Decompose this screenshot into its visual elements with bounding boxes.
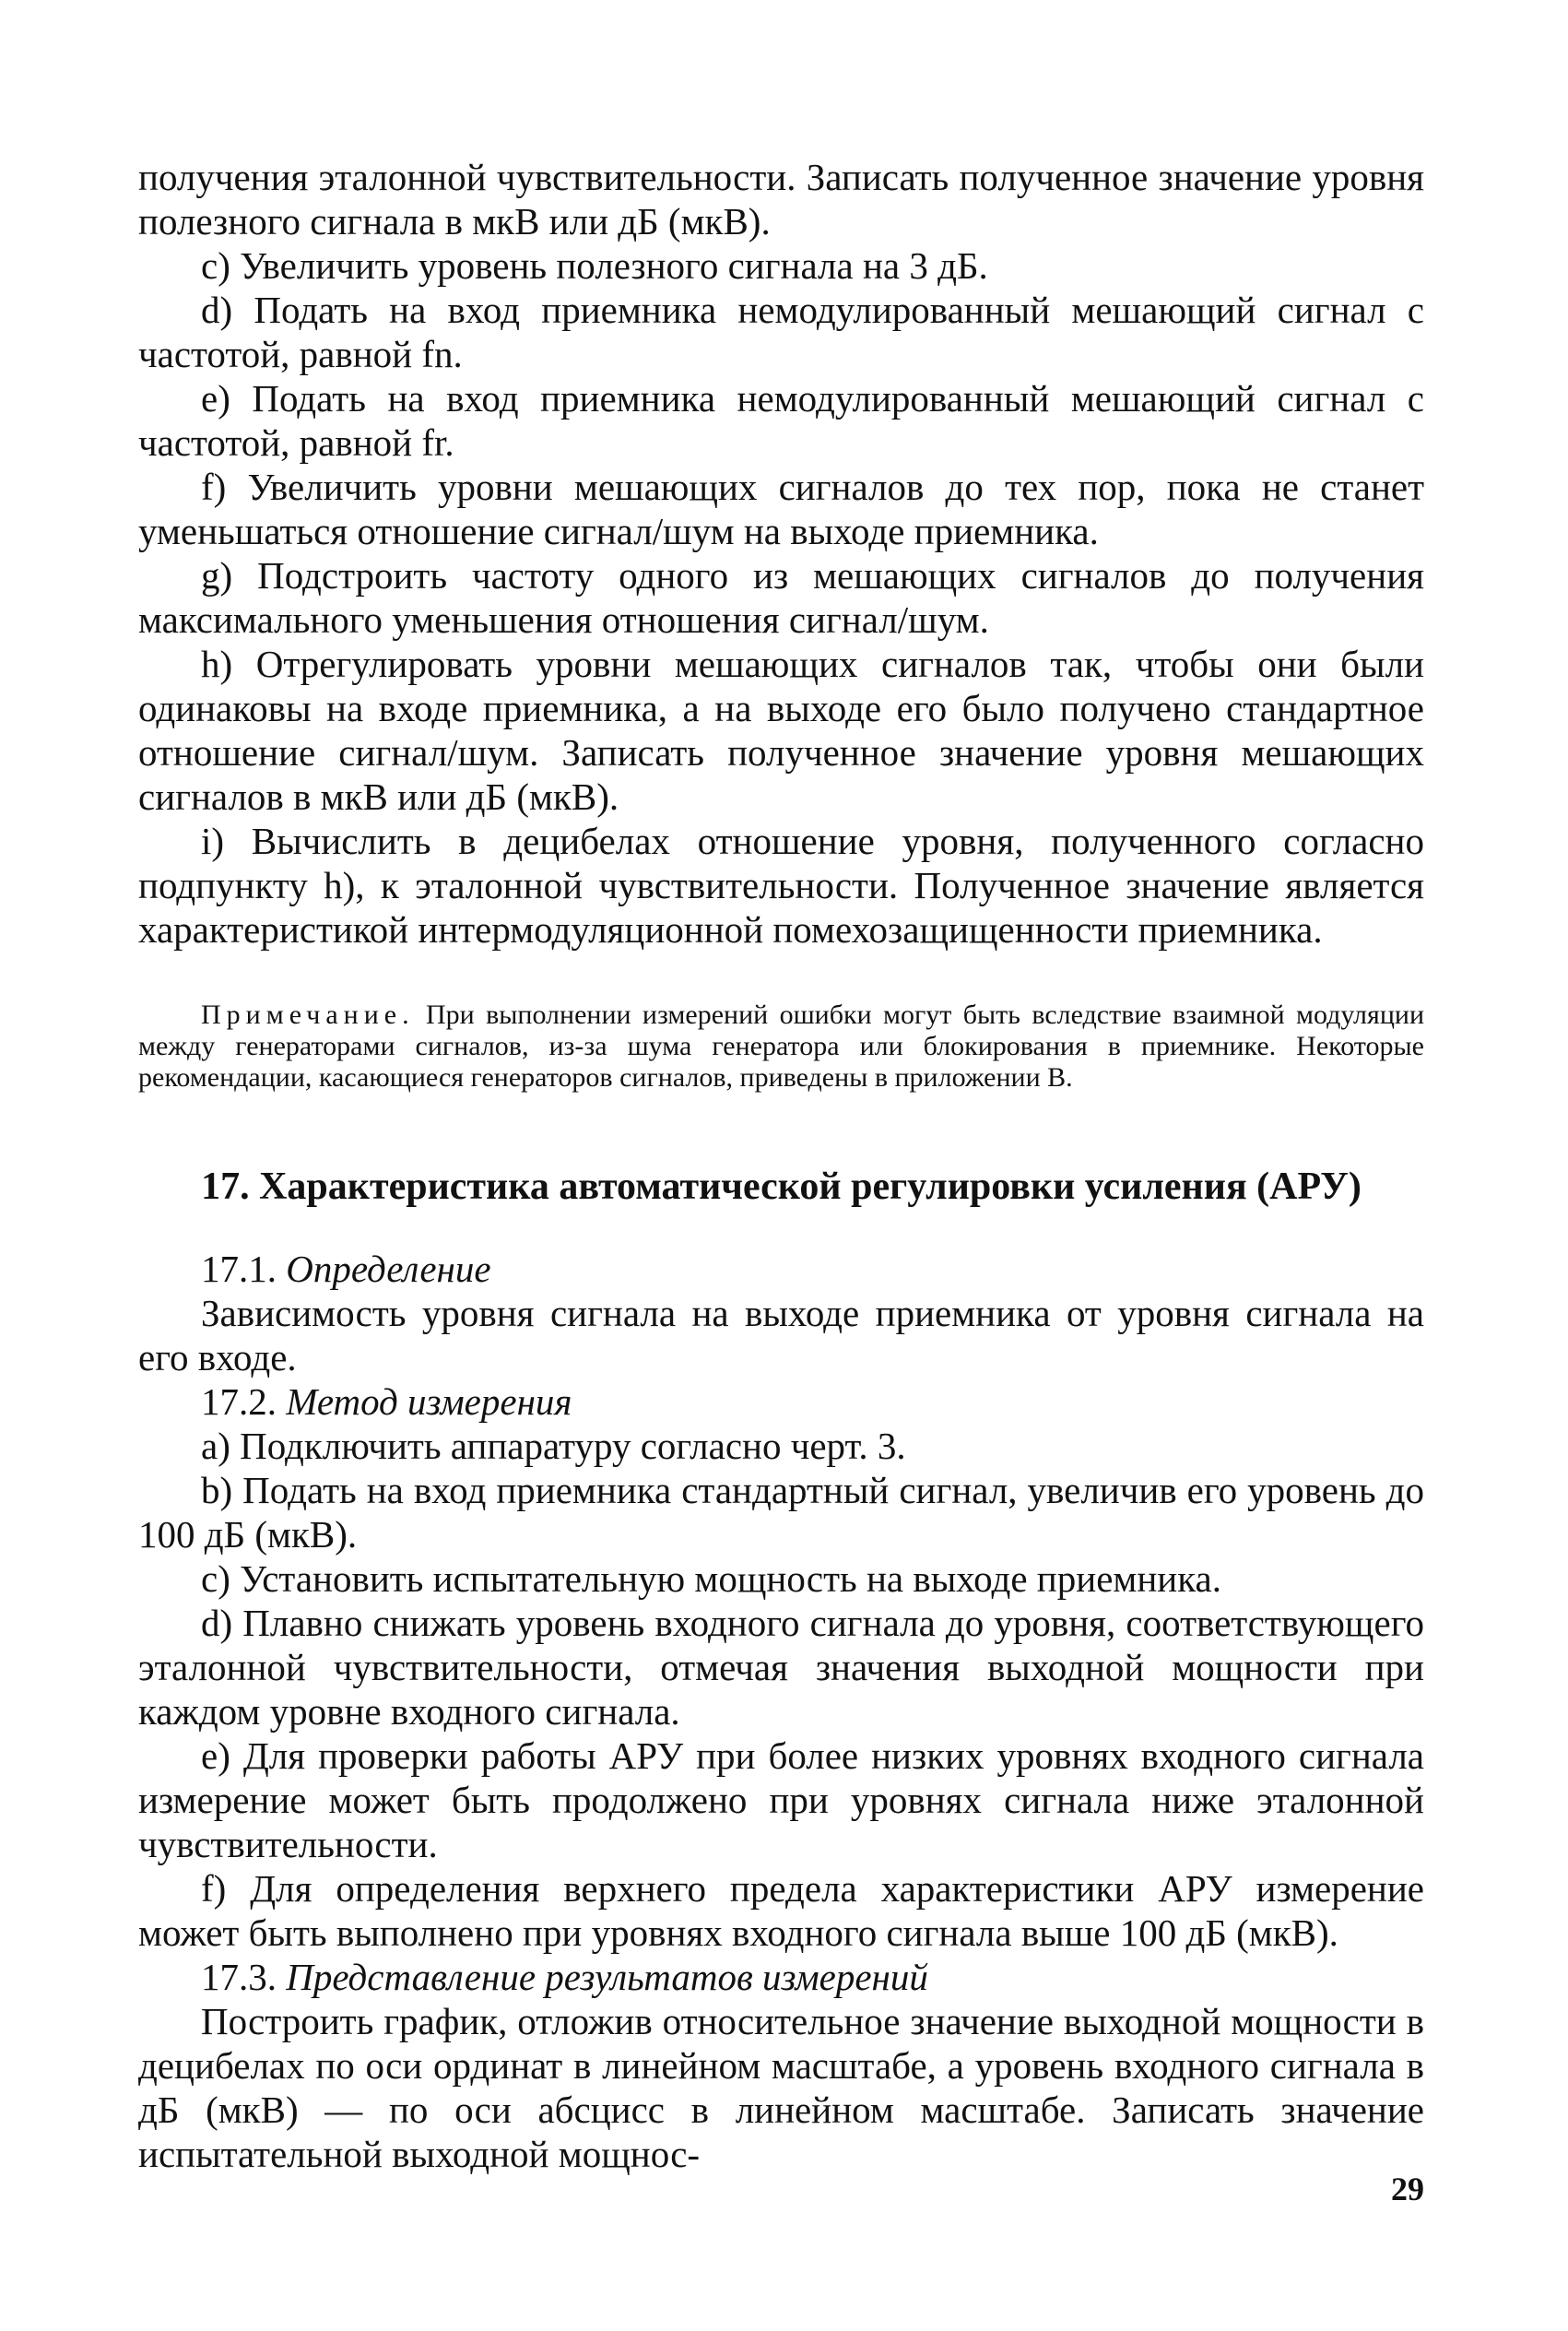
step-d: d) Подать на вход приемника немодулированный мешающий сигнал с частотой, равной fn.	[138, 289, 1424, 375]
agc-step-b: b) Подать на вход приемника стандартный сигнал, увеличив его уровень до 100 дБ (мкВ).	[138, 1469, 1424, 1556]
agc-step-d: d) Плавно снижать уровень входного сигнала до уровня, соответствующего эталонной чувствительности, отмечая значения выходной мощности при каждом уровне входного сигнала.	[138, 1602, 1424, 1733]
agc-step-c: c) Установить испытательную мощность на выходе приемника.	[201, 1557, 1221, 1600]
subsection-number: 17.3.	[201, 1956, 277, 1998]
agc-step-a: a) Подключить аппаратуру согласно черт. 3.	[201, 1425, 906, 1467]
agc-steps	[138, 1424, 1424, 1955]
step-e: e) Подать на вход приемника немодулированный мешающий сигнал с частотой, равной fr.	[138, 377, 1424, 464]
agc-step-e: e) Для проверки работы АРУ при более низких уровнях входного сигнала измерение может быть продолжено при уровнях сигнала ниже эталонной чувствительности.	[138, 1734, 1424, 1865]
subsection-17-3	[138, 1955, 1424, 1999]
subsection-number: 17.2.	[201, 1380, 277, 1423]
note-paragraph	[138, 1000, 1424, 1094]
step-i: i) Вычислить в децибелах отношение уровня, полученного согласно подпункту h), к эталонной чувствительности. Полученное значение является характеристикой интермодуляционной помехозащищенности приемника.	[138, 820, 1424, 951]
definition-paragraph: Зависимость уровня сигнала на выходе приемника от уровня сигнала на его входе.	[138, 1292, 1424, 1378]
subsection-number: 17.1.	[201, 1248, 277, 1290]
continuation-paragraph: получения эталонной чувствительности. Записать полученное значение уровня полезного сигнала в мкВ или дБ (мкВ).	[138, 156, 1424, 243]
step-g: g) Подстроить частоту одного из мешающих сигналов до получения максимального уменьшения отношения сигнал/шум.	[138, 554, 1424, 641]
agc-step-f: f) Для определения верхнего предела характеристики АРУ измерение может быть выполнено при уровнях входного сигнала выше 100 дБ (мкВ).	[138, 1867, 1424, 1954]
subsection-17-1	[138, 1247, 1424, 1291]
step-f: f) Увеличить уровни мешающих сигналов до тех пор, пока не станет уменьшаться отношение сигнал/шум на выходе приемника.	[138, 466, 1424, 552]
note-lead: Примечание.	[201, 1000, 415, 1030]
page-number: 29	[1391, 2171, 1424, 2207]
subsection-title: Представление результатов измерений	[286, 1956, 928, 1998]
step-c: c) Увеличить уровень полезного сигнала на 3 дБ.	[201, 244, 988, 287]
section-heading: 17. Характеристика автоматической регулировки усиления (АРУ)	[201, 1166, 1362, 1208]
subsection-title: Определение	[286, 1248, 491, 1290]
results-paragraph: Построить график, отложив относительное значение выходной мощности в децибелах по оси ординат в линейном масштабе, а уровень входного сигнала в дБ (мкВ) — по оси абсцисс в линейном масштабе. Записать значение испытательной выходной мощнос-	[138, 2000, 1424, 2175]
document-page	[138, 155, 1424, 2176]
subsection-title: Метод измерения	[286, 1380, 572, 1423]
note-text: При выполнении измерений ошибки могут быть вследствие взаимной модуляции между генераторами сигналов, из-за шума генератора или блокирования в приемнике. Некоторые рекомендации, касающиеся генераторов сигналов, приведены в приложении В.	[138, 1000, 1424, 1093]
step-h: h) Отрегулировать уровни мешающих сигналов так, чтобы они были одинаковы на входе приемника, а на выходе его было получено стандартное отношение сигнал/шум. Записать полученное значение уровня мешающих сигналов в мкВ или дБ (мкВ).	[138, 643, 1424, 818]
subsection-17-2	[138, 1379, 1424, 1424]
interference-steps	[138, 243, 1424, 952]
